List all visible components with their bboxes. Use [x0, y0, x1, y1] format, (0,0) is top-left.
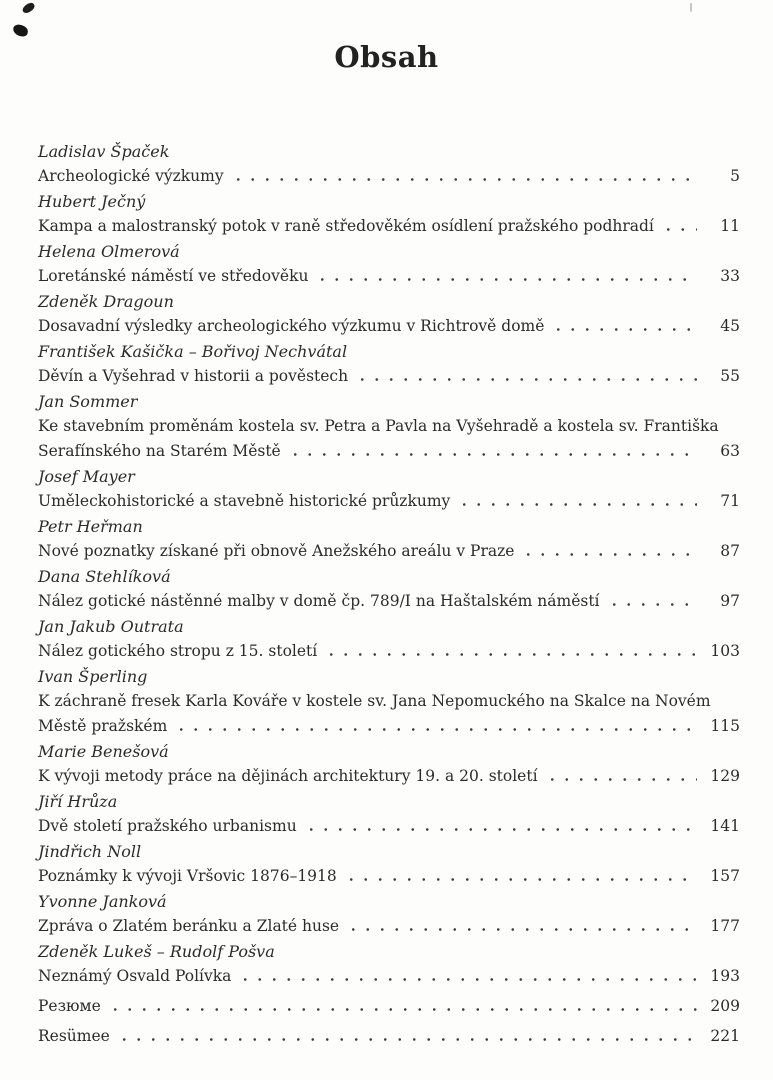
toc-entry: [38, 139, 740, 189]
toc-entry: [38, 614, 740, 664]
toc-page-number: 177: [710, 917, 740, 935]
toc-entry: [38, 739, 740, 789]
dot-leader: [551, 328, 697, 331]
toc-page-number: 129: [710, 767, 740, 785]
toc-page-number: 115: [710, 717, 740, 735]
toc-page-number: 71: [720, 492, 740, 510]
dot-leader: [117, 1038, 697, 1041]
toc-title: Nové poznatky získané při obnově Anežského areálu v Praze: [38, 542, 515, 560]
dot-leader: [344, 878, 697, 881]
dot-leader: [457, 503, 697, 506]
dot-leader: [238, 978, 697, 981]
toc-entry-summary-russian: [38, 994, 740, 1019]
dot-leader: [607, 603, 697, 606]
toc-entry: [38, 514, 740, 564]
toc-page-number: 103: [710, 642, 740, 660]
toc-author: Petr Heřman: [38, 517, 143, 536]
toc-title: Resümee: [38, 1027, 110, 1045]
toc-entry: [38, 839, 740, 889]
toc-entry: [38, 389, 740, 464]
dot-leader: [288, 453, 697, 456]
toc-title: Nález gotického stropu z 15. století: [38, 642, 318, 660]
toc-author: Helena Olmerová: [38, 242, 180, 261]
toc-entry: [38, 664, 740, 739]
toc-title: Nález gotické nástěnné malby v domě čp. 789/I na Haštalském náměstí: [38, 592, 600, 610]
toc-entry: [38, 939, 740, 989]
dot-leader: [231, 178, 697, 181]
toc-author: Josef Mayer: [38, 467, 135, 486]
toc-page-number: 5: [730, 167, 740, 185]
scan-artifact-top-right: [690, 3, 692, 12]
toc-page-number: 33: [720, 267, 740, 285]
toc-page-number: 45: [720, 317, 740, 335]
toc-entry: [38, 564, 740, 614]
toc-entry: [38, 889, 740, 939]
toc-page-number: 209: [710, 997, 740, 1015]
toc-title: Městě pražském: [38, 717, 168, 735]
toc-title: Uměleckohistorické a stavebně historické průzkumy: [38, 492, 451, 510]
toc-author: Ladislav Špaček: [38, 142, 170, 161]
toc-title: Dvě století pražského urbanismu: [38, 817, 297, 835]
toc-author: Jiří Hrůza: [38, 792, 118, 811]
toc-author: Zdeněk Lukeš – Rudolf Pošva: [38, 942, 275, 961]
toc-title: Archeologické výzkumy: [38, 167, 224, 185]
toc-entry: [38, 189, 740, 239]
dot-leader: [521, 553, 697, 556]
dot-leader: [346, 928, 697, 931]
toc-page-number: 221: [710, 1027, 740, 1045]
dot-leader: [661, 228, 697, 231]
toc-page-number: 11: [720, 217, 740, 235]
toc-entry-summary-german: [38, 1024, 740, 1049]
dot-leader: [315, 278, 697, 281]
toc-entry: [38, 339, 740, 389]
toc-entry: [38, 239, 740, 289]
toc-title-first-line: K záchraně fresek Karla Kováře v kostele sv. Jana Nepomuckého na Skalce na Novém: [38, 692, 711, 710]
toc-title: Děvín a Vyšehrad v historii a pověstech: [38, 367, 349, 385]
toc-author: Yvonne Janková: [38, 892, 167, 911]
toc-author: Dana Stehlíková: [38, 567, 171, 586]
toc-title: K vývoji metody práce na dějinách architektury 19. a 20. století: [38, 767, 538, 785]
toc-entry: [38, 789, 740, 839]
toc-author: Zdeněk Dragoun: [38, 292, 174, 311]
dot-leader: [174, 728, 697, 731]
toc-author: Jan Sommer: [38, 392, 138, 411]
dot-leader: [355, 378, 697, 381]
page-title: Obsah: [334, 40, 439, 74]
toc-author: Jan Jakub Outrata: [38, 617, 184, 636]
toc-author: Ivan Šperling: [38, 667, 148, 686]
table-of-contents: [38, 139, 740, 1049]
dot-leader: [545, 778, 697, 781]
toc-page-number: 87: [720, 542, 740, 560]
toc-author: František Kašička – Bořivoj Nechvátal: [38, 342, 348, 361]
toc-page-number: 63: [720, 442, 740, 460]
dot-leader: [304, 828, 697, 831]
toc-page-number: 97: [720, 592, 740, 610]
dot-leader: [108, 1008, 697, 1011]
toc-title: Poznámky k vývoji Vršovic 1876–1918: [38, 867, 337, 885]
toc-page-number: 193: [710, 967, 740, 985]
toc-author: Marie Benešová: [38, 742, 169, 761]
toc-title-first-line: Ke stavebním proměnám kostela sv. Petra a Pavla na Vyšehradě a kostela sv. Františka: [38, 417, 719, 435]
toc-author: Jindřich Noll: [38, 842, 142, 861]
toc-title: Serafínského na Starém Městě: [38, 442, 281, 460]
toc-title: Loretánské náměstí ve středověku: [38, 267, 309, 285]
toc-title: Резюме: [38, 997, 101, 1015]
toc-title: Neznámý Osvald Polívka: [38, 967, 232, 985]
toc-page-number: 157: [710, 867, 740, 885]
dot-leader: [324, 653, 697, 656]
toc-title: Dosavadní výsledky archeologického výzkumu v Richtrově domě: [38, 317, 545, 335]
toc-entry: [38, 289, 740, 339]
toc-title: Zpráva o Zlatém beránku a Zlaté huse: [38, 917, 340, 935]
toc-entry: [38, 464, 740, 514]
toc-title: Kampa a malostranský potok v raně středověkém osídlení pražského podhradí: [38, 217, 654, 235]
toc-page-number: 141: [710, 817, 740, 835]
toc-page-number: 55: [720, 367, 740, 385]
toc-author: Hubert Ječný: [38, 192, 146, 211]
